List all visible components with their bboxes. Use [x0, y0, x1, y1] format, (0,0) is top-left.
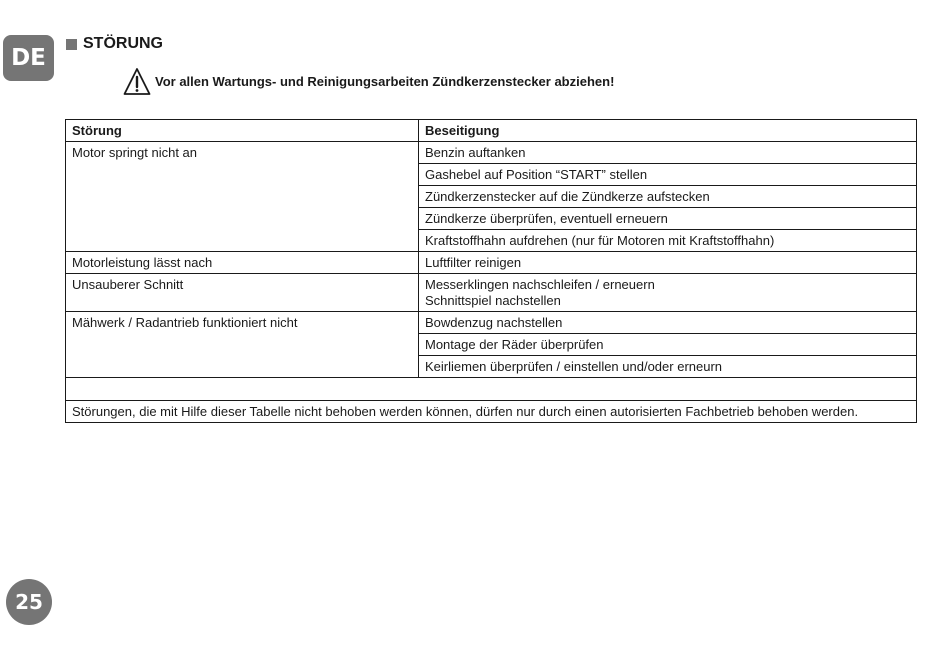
table-row: [66, 252, 917, 274]
remedy-cell: Gashebel auf Position “START” stellen: [419, 164, 917, 186]
table-row: [66, 312, 917, 334]
remedy-cell: Bowdenzug nachstellen: [419, 312, 917, 334]
header-fault: Störung: [66, 120, 419, 142]
fault-cell: Motor springt nicht an: [66, 142, 419, 252]
fault-cell: Unsauberer Schnitt: [66, 274, 419, 312]
remedy-cell: Kraftstoffhahn aufdrehen (nur für Motoren mit Kraftstoffhahn): [419, 230, 917, 252]
section-bullet-icon: [66, 39, 77, 50]
section-title: STÖRUNG: [83, 35, 163, 52]
fault-cell: Motorleistung lässt nach: [66, 252, 419, 274]
section-heading: [66, 34, 163, 54]
table-spacer-row: [66, 378, 917, 401]
safety-warning: [123, 66, 614, 96]
remedy-cell: [419, 274, 917, 312]
remedy-line: Schnittspiel nachstellen: [425, 293, 561, 308]
remedy-cell: Keirliemen überprüfen / einstellen und/oder erneurn: [419, 356, 917, 378]
language-badge: DE: [3, 35, 54, 81]
fault-cell: Mähwerk / Radantrieb funktioniert nicht: [66, 312, 419, 378]
table-row: [66, 142, 917, 164]
page-number: 25: [6, 579, 52, 625]
header-remedy: Beseitigung: [419, 120, 917, 142]
remedy-cell: Benzin auftanken: [419, 142, 917, 164]
warning-triangle-icon: [123, 67, 151, 96]
remedy-cell: Zündkerze überprüfen, eventuell erneuern: [419, 208, 917, 230]
empty-cell: [66, 378, 917, 401]
remedy-cell: Montage der Räder überprüfen: [419, 334, 917, 356]
footer-note: Störungen, die mit Hilfe dieser Tabelle nicht behoben werden können, dürfen nur durch einen autorisierten Fachbetrieb behoben werden.: [66, 401, 917, 423]
remedy-cell: Zündkerzenstecker auf die Zündkerze aufstecken: [419, 186, 917, 208]
table-row: [66, 274, 917, 312]
warning-text: Vor allen Wartungs- und Reinigungsarbeiten Zündkerzenstecker abziehen!: [155, 73, 615, 89]
table-footer-row: [66, 401, 917, 423]
troubleshooting-table: [65, 119, 917, 423]
remedy-cell: Luftfilter reinigen: [419, 252, 917, 274]
table-header-row: [66, 120, 917, 142]
remedy-line: Messerklingen nachschleifen / erneuern: [425, 277, 655, 292]
